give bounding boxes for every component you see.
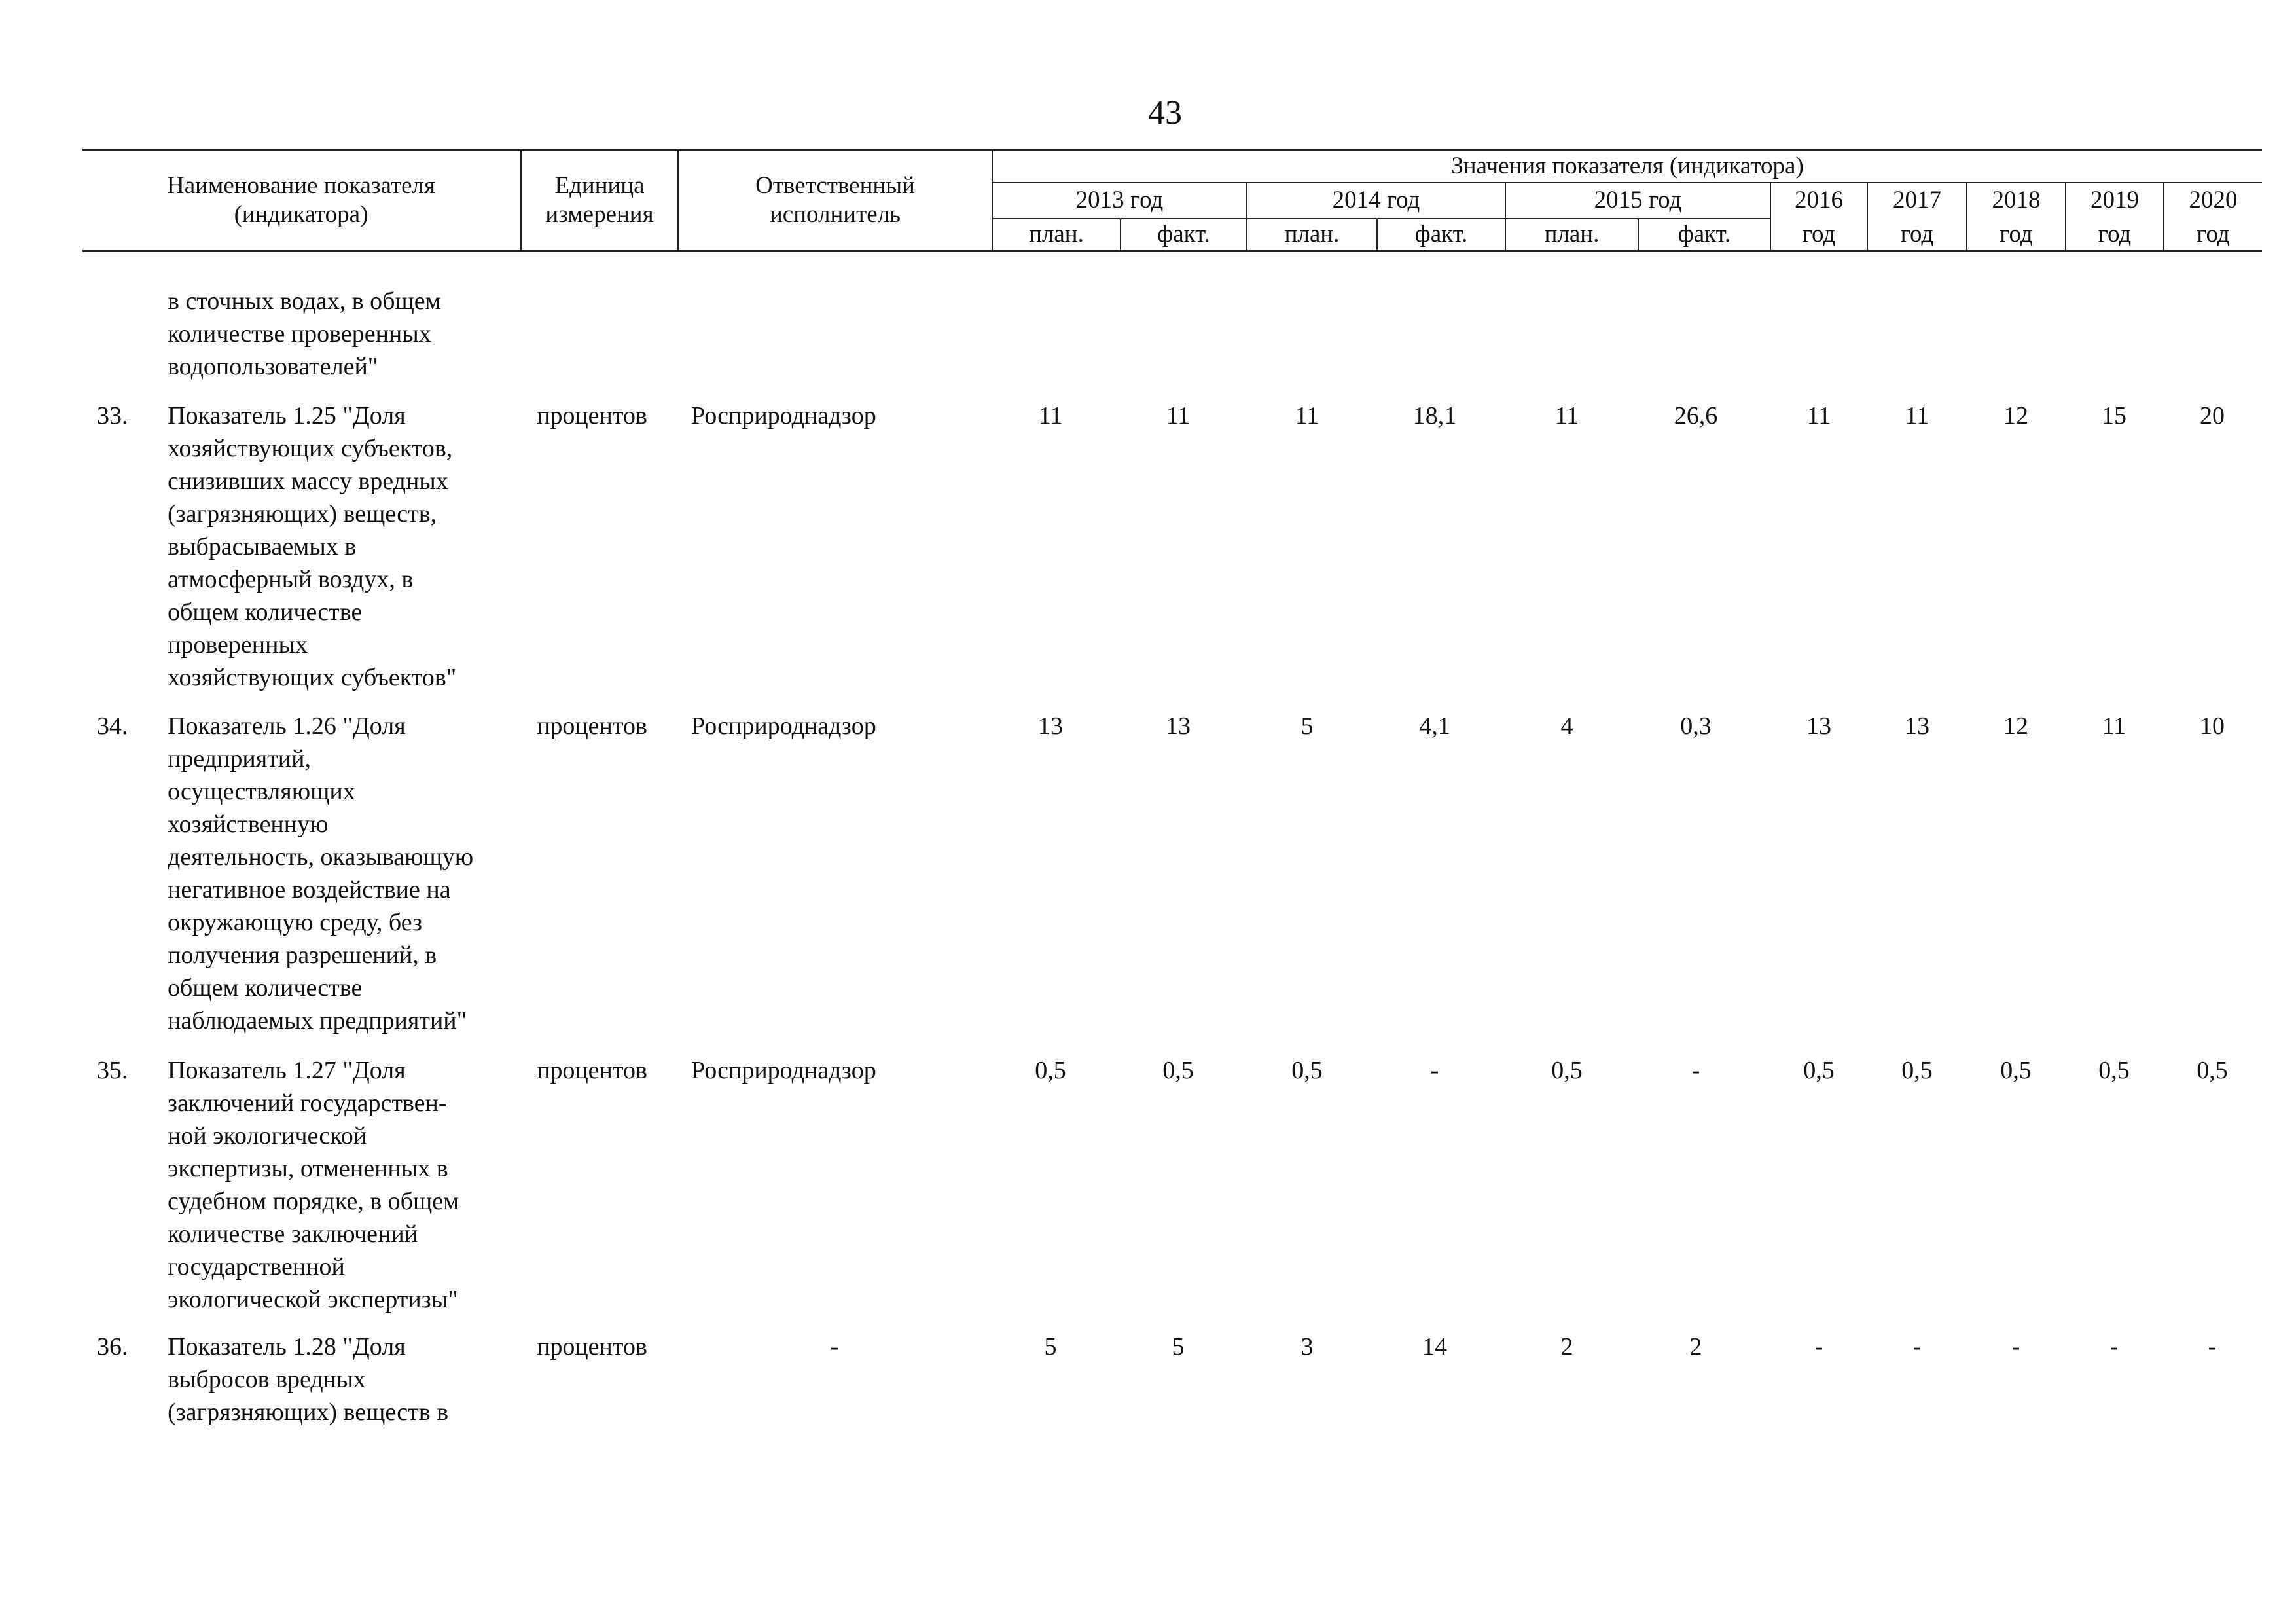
header-year-2018: 2018 <box>1992 187 2041 213</box>
value-2015-plan: 0,5 <box>1551 1057 1583 1084</box>
value-2016: 0,5 <box>1803 1057 1835 1084</box>
value-2013-plan: 0,5 <box>1035 1057 1066 1084</box>
value-2020: 20 <box>2200 402 2225 429</box>
value-2019: 0,5 <box>2098 1057 2130 1084</box>
value-2019: - <box>2109 1333 2119 1360</box>
value-2020: - <box>2208 1333 2217 1360</box>
row-unit: процентов <box>537 1333 647 1360</box>
header-2014-fact: факт. <box>1414 221 1468 247</box>
value-2015-fact: 26,6 <box>1674 402 1718 429</box>
value-2017: 13 <box>1905 712 1929 740</box>
header-year-2017: 2017 <box>1893 187 1941 213</box>
header-year-2013: 2013 год <box>1075 187 1164 213</box>
header-year-2020: 2020 <box>2189 187 2238 213</box>
value-2018: 0,5 <box>2000 1057 2032 1084</box>
header-2013-fact: факт. <box>1157 221 1210 247</box>
value-2015-fact: - <box>1691 1057 1700 1084</box>
value-2016: 13 <box>1806 712 1831 740</box>
value-2017: 11 <box>1905 402 1929 429</box>
header-2015-fact: факт. <box>1677 221 1731 247</box>
value-2017: 0,5 <box>1901 1057 1933 1084</box>
value-2016: - <box>1814 1333 1823 1360</box>
value-2013-fact: 5 <box>1172 1333 1185 1360</box>
header-unit: Единица измерения <box>545 172 654 228</box>
value-2013-plan: 11 <box>1038 402 1063 429</box>
row-indicator-name: Показатель 1.27 "Доля заключений государствен- ной экологической экспертизы, отмененных в судебном порядке, в общем количестве заключений государственной экологической экспертизы" <box>168 1057 459 1313</box>
row-number: 34. <box>97 712 128 740</box>
continuation-text: в сточных водах, в общем количестве проверенных водопользователей" <box>168 287 441 380</box>
row-unit: процентов <box>537 1057 647 1084</box>
row-unit: процентов <box>537 712 647 740</box>
header-year-2016: 2016 <box>1795 187 1843 213</box>
value-2020: 10 <box>2200 712 2225 740</box>
header-bottom-rule <box>82 250 2262 252</box>
value-2018: - <box>2011 1333 2020 1360</box>
value-2013-plan: 13 <box>1038 712 1063 740</box>
value-2019: 11 <box>2102 712 2126 740</box>
row-number: 35. <box>97 1057 128 1084</box>
value-2015-fact: 0,3 <box>1680 712 1712 740</box>
value-2014-plan: 5 <box>1300 712 1314 740</box>
row-indicator-name: Показатель 1.25 "Доля хозяйствующих субъектов, снизивших массу вредных (загрязняющих) веществ, выбрасываемых в атмосферный воздух, в общем количестве проверенных хозяйствующих субъектов" <box>168 402 457 691</box>
value-2013-fact: 11 <box>1166 402 1191 429</box>
value-2015-plan: 4 <box>1560 712 1573 740</box>
row-number: 33. <box>97 402 128 429</box>
values-group-rule <box>992 182 2262 183</box>
row-indicator-name: Показатель 1.28 "Доля выбросов вредных (загрязняющих) веществ в <box>168 1333 449 1426</box>
value-2014-plan: 0,5 <box>1291 1057 1323 1084</box>
page-number: 43 <box>1148 94 1182 132</box>
value-2018: 12 <box>2003 712 2028 740</box>
value-2015-plan: 11 <box>1554 402 1579 429</box>
row-executor: Росприроднадзор <box>691 1057 876 1084</box>
row-unit: процентов <box>537 402 647 429</box>
value-2018: 12 <box>2003 402 2028 429</box>
value-2015-fact: 2 <box>1689 1333 1702 1360</box>
row-executor: - <box>830 1333 839 1360</box>
value-2019: 15 <box>2102 402 2126 429</box>
subheader-rule <box>992 218 1771 219</box>
header-2020-god: год <box>2197 221 2230 247</box>
header-executor: Ответственный исполнитель <box>755 172 915 228</box>
value-2013-plan: 5 <box>1044 1333 1057 1360</box>
row-indicator-name: Показатель 1.26 "Доля предприятий, осуществляющих хозяйственную деятельность, оказывающую негативное воздействие на окружающую среду, без получения разрешений, в общем количестве наблюдаемых предприятий" <box>168 712 474 1034</box>
value-2014-plan: 11 <box>1295 402 1319 429</box>
value-2016: 11 <box>1806 402 1831 429</box>
header-values-group: Значения показателя (индикатора) <box>1451 153 1804 179</box>
value-2015-plan: 2 <box>1560 1333 1573 1360</box>
header-2014-plan: план. <box>1284 221 1340 247</box>
header-2015-plan: план. <box>1544 221 1600 247</box>
value-2014-fact: 4,1 <box>1419 712 1450 740</box>
row-executor: Росприроднадзор <box>691 402 876 429</box>
value-2017: - <box>1912 1333 1922 1360</box>
header-2019-god: год <box>2098 221 2132 247</box>
header-2018-god: год <box>2000 221 2033 247</box>
header-year-2015: 2015 год <box>1594 187 1682 213</box>
value-2020: 0,5 <box>2197 1057 2228 1084</box>
header-year-2014: 2014 год <box>1332 187 1420 213</box>
value-2014-plan: 3 <box>1300 1333 1314 1360</box>
header-name: Наименование показателя (индикатора) <box>166 172 436 228</box>
row-executor: Росприроднадзор <box>691 712 876 740</box>
value-2014-fact: 18,1 <box>1412 402 1457 429</box>
header-2016-god: год <box>1802 221 1836 247</box>
header-top-rule <box>82 149 2262 151</box>
value-2013-fact: 13 <box>1166 712 1191 740</box>
value-2014-fact: - <box>1430 1057 1439 1084</box>
value-2013-fact: 0,5 <box>1162 1057 1194 1084</box>
value-2014-fact: 14 <box>1422 1333 1447 1360</box>
header-2017-god: год <box>1900 221 1934 247</box>
row-number: 36. <box>97 1333 128 1360</box>
header-year-2019: 2019 <box>2090 187 2139 213</box>
header-2013-plan: план. <box>1029 221 1084 247</box>
